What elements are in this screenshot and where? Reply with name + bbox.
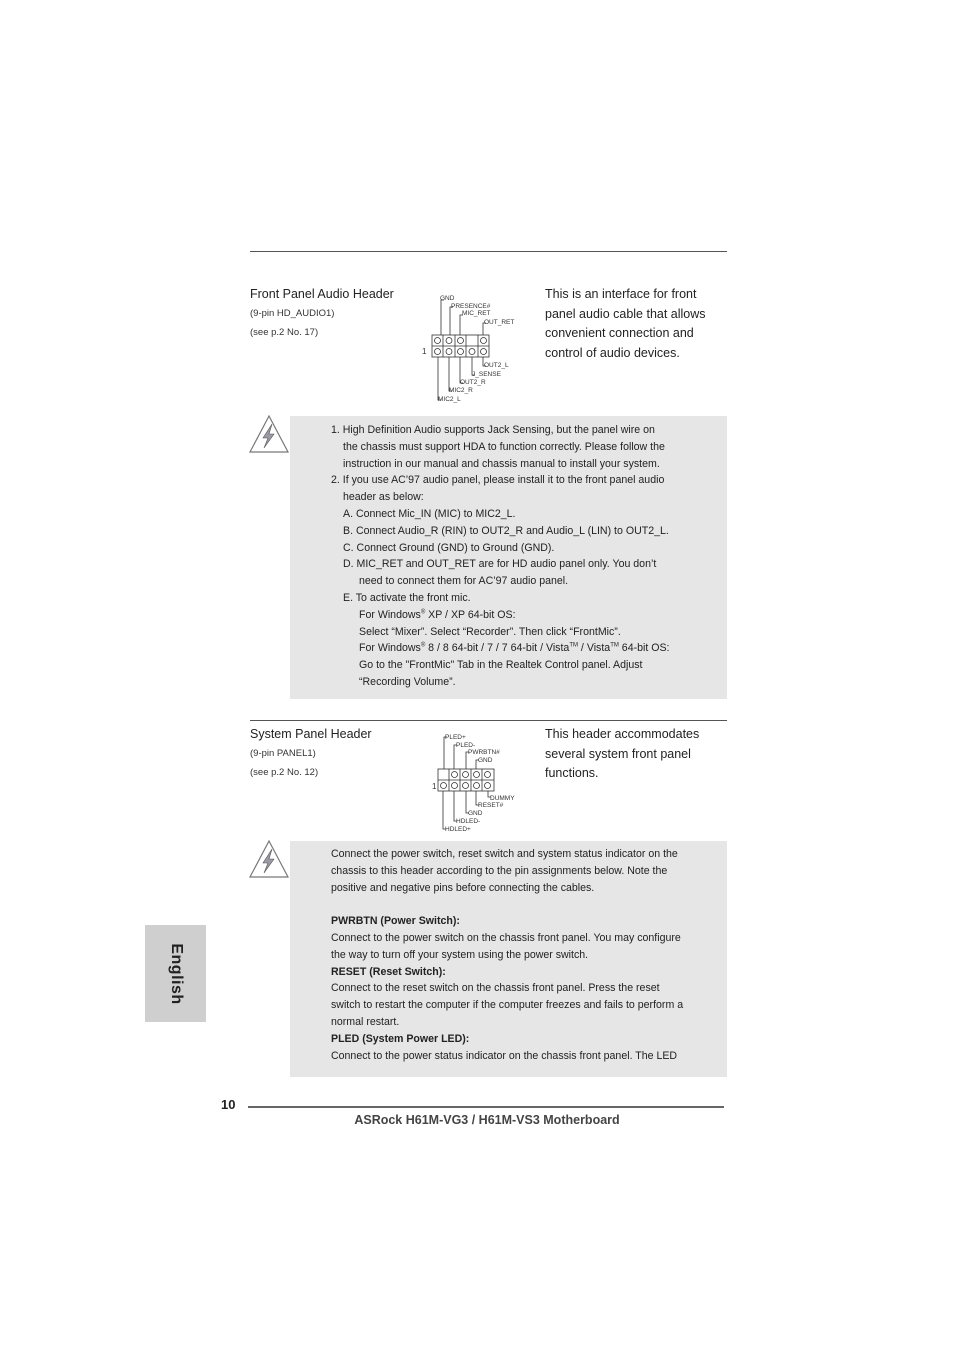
pin-label: OUT2_R [460,379,486,386]
pin-label: OUT_RET [484,319,515,326]
pin-one-marker: 1 [422,347,427,356]
section-desc-audio: This is an interface for front panel audio cable that allows convenient connection and control of audio devices. [545,287,706,360]
note-line: 2. If you use AC’97 audio panel, please install it to the front panel audio [331,474,665,487]
pin-label: PWRBTN# [468,749,500,756]
pin-label: DUMMY [490,795,515,802]
section-subtitle-panel: (9-pin PANEL1) [250,748,316,759]
note-line: D. MIC_RET and OUT_RET are for HD audio panel only. You don’t [343,558,657,571]
pin-label: GND [478,757,493,764]
note-text-panel [331,846,683,1064]
note-line: Go to the "FrontMic" Tab in the Realtek Control panel. Adjust [359,659,643,672]
note-line: need to connect them for AC’97 audio panel. [359,575,569,588]
pin-label: HDLED- [456,818,481,825]
pin-label: MIC_RET [462,310,491,317]
note-line: A. Connect Mic_IN (MIC) to MIC2_L. [343,507,516,520]
footer-divider [248,1106,724,1108]
warning-lightning-icon [248,838,290,880]
note-line: Connect the power switch, reset switch and system status indicator on the [331,848,678,860]
pin-label: PRESENCE# [451,303,491,310]
pin-label: MIC2_R [449,387,473,394]
section-ref-panel: (see p.2 No. 12) [250,767,319,778]
note-line: For Windows® XP / XP 64-bit OS: [359,608,516,621]
section-subtitle-audio: (9-pin HD_AUDIO1) [250,308,335,319]
section-title-audio: Front Panel Audio Header [250,287,394,301]
footer-product-name: ASRock H61M-VG3 / H61M-VS3 Motherboard [354,1113,620,1127]
section-title-panel: System Panel Header [250,727,372,741]
pin-one-marker: 1 [432,782,437,791]
note-line: E. To activate the front mic. [343,591,471,604]
note-heading-reset: RESET (Reset Switch): [331,965,446,978]
note-text-audio [331,422,670,691]
warning-lightning-icon [248,413,290,455]
section-ref-audio: (see p.2 No. 17) [250,327,319,338]
note-line: Connect to the reset switch on the chassis front panel. Press the reset [331,982,660,995]
section-desc-panel: This header accommodates several system front panel functions. [545,727,700,780]
note-line: header as below: [343,491,424,504]
note-line: Connect to the power status indicator on the chassis front panel. The LED [331,1049,678,1062]
top-divider [250,251,727,252]
page-number: 10 [221,1097,236,1112]
note-line: normal restart. [331,1015,400,1028]
pin-label: PLED- [456,742,476,749]
note-line: Select “Mixer”. Select “Recorder”. Then click “FrontMic”. [359,625,621,638]
pin-label: RESET# [478,802,504,809]
language-tab [145,925,206,1022]
section-divider [250,720,727,721]
note-line: instruction in our manual and chassis manual to install your system. [343,457,660,470]
pin-label: HDLED+ [445,826,471,833]
note-line: B. Connect Audio_R (RIN) to OUT2_R and Audio_L (LIN) to OUT2_L. [343,524,669,537]
pin-label: GND [440,295,455,302]
pin-label: GND [468,810,483,817]
language-tab-label: English [167,942,185,1005]
pin-label: OUT2_L [484,362,509,369]
note-line: “Recording Volume”. [359,675,456,688]
note-line: positive and negative pins before connecting the cables. [331,881,595,894]
pin-label: PLED+ [445,734,466,741]
pin-label: J_SENSE [472,371,501,378]
note-heading-pled: PLED (System Power LED): [331,1032,470,1045]
note-line: For Windows® 8 / 8 64-bit / 7 / 7 64-bit / Vista™ / Vista™ 64-bit OS: [359,642,670,655]
audio-header-pin-diagram [420,290,530,405]
note-line: switch to restart the computer if the computer freezes and fails to perform a [331,999,684,1012]
note-line: the chassis must support HDA to function correctly. Please follow the [343,440,665,453]
pin-label: MIC2_L [438,396,461,403]
note-line: C. Connect Ground (GND) to Ground (GND). [343,541,555,554]
note-line: the way to turn off your system using the power switch. [331,948,589,961]
note-line: Connect to the power switch on the chassis front panel. You may configure [331,931,681,944]
panel-header-pin-diagram [430,730,520,835]
note-heading-pwrbtn: PWRBTN (Power Switch): [331,915,460,928]
note-line: 1. High Definition Audio supports Jack Sensing, but the panel wire on [331,424,655,436]
note-line: chassis to this header according to the pin assignments below. Note the [331,864,668,877]
